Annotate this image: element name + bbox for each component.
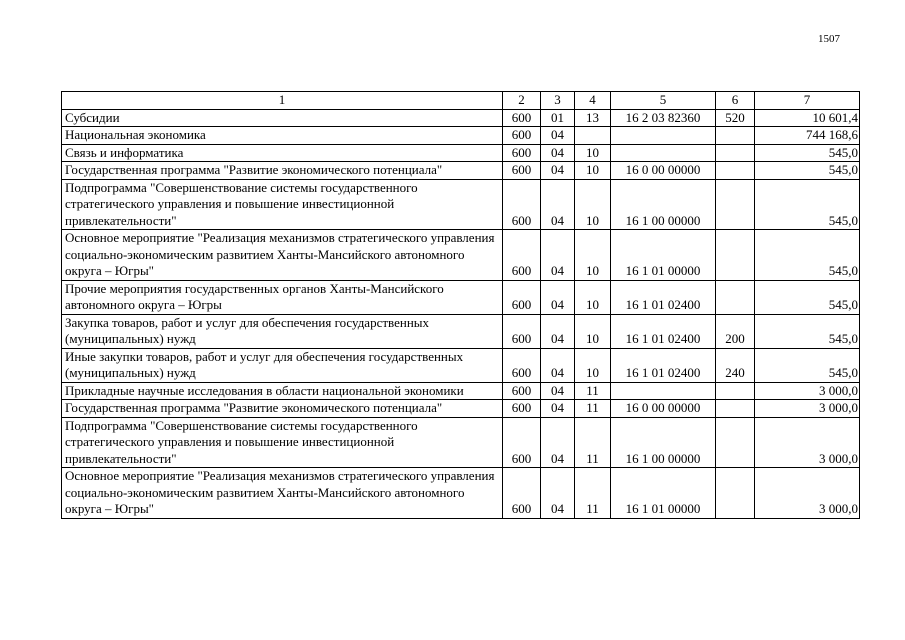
subsection-code-cell: 04 bbox=[541, 348, 575, 382]
table-row bbox=[62, 280, 860, 314]
amount-cell: 3 000,0 bbox=[755, 400, 860, 418]
target-article-cell: 16 1 01 02400 bbox=[611, 314, 716, 348]
budget-table bbox=[61, 91, 860, 519]
amount-cell: 744 168,6 bbox=[755, 127, 860, 145]
target-article-cell: 16 1 01 02400 bbox=[611, 280, 716, 314]
target-article-cell: 16 1 01 00000 bbox=[611, 468, 716, 519]
subsection-code-cell: 04 bbox=[541, 400, 575, 418]
table-row bbox=[62, 348, 860, 382]
amount-cell: 3 000,0 bbox=[755, 382, 860, 400]
amount-cell: 545,0 bbox=[755, 314, 860, 348]
subsection-code-cell: 04 bbox=[541, 417, 575, 468]
subsection2-code-cell: 10 bbox=[575, 280, 611, 314]
page-number: 1507 bbox=[818, 33, 840, 45]
amount-cell: 3 000,0 bbox=[755, 417, 860, 468]
item-name-cell: Связь и информатика bbox=[62, 144, 503, 162]
section-code-cell: 600 bbox=[503, 179, 541, 230]
subsection-code-cell: 04 bbox=[541, 314, 575, 348]
target-article-cell: 16 0 00 00000 bbox=[611, 162, 716, 180]
expense-type-cell bbox=[716, 162, 755, 180]
amount-cell: 10 601,4 bbox=[755, 109, 860, 127]
subsection-code-cell: 04 bbox=[541, 127, 575, 145]
subsection2-code-cell: 10 bbox=[575, 348, 611, 382]
item-name-cell: Государственная программа "Развитие экономического потенциала" bbox=[62, 162, 503, 180]
item-name-cell: Основное мероприятие "Реализация механизмов стратегического управления социально-экономическим развитием Ханты-Мансийского автономного округа – Югры" bbox=[62, 468, 503, 519]
section-code-cell: 600 bbox=[503, 417, 541, 468]
column-header: 7 bbox=[755, 92, 860, 110]
item-name-cell: Основное мероприятие "Реализация механизмов стратегического управления социально-экономическим развитием Ханты-Мансийского автономного округа – Югры" bbox=[62, 230, 503, 281]
expense-type-cell bbox=[716, 417, 755, 468]
expense-type-cell bbox=[716, 179, 755, 230]
amount-cell: 545,0 bbox=[755, 280, 860, 314]
item-name-cell: Прикладные научные исследования в области национальной экономики bbox=[62, 382, 503, 400]
subsection-code-cell: 04 bbox=[541, 179, 575, 230]
amount-cell: 3 000,0 bbox=[755, 468, 860, 519]
column-header: 1 bbox=[62, 92, 503, 110]
expense-type-cell bbox=[716, 127, 755, 145]
table-row bbox=[62, 230, 860, 281]
expense-type-cell bbox=[716, 230, 755, 281]
subsection2-code-cell: 10 bbox=[575, 314, 611, 348]
target-article-cell: 16 1 00 00000 bbox=[611, 417, 716, 468]
table-row bbox=[62, 144, 860, 162]
table-row bbox=[62, 468, 860, 519]
subsection2-code-cell: 10 bbox=[575, 162, 611, 180]
expense-type-cell: 240 bbox=[716, 348, 755, 382]
item-name-cell: Национальная экономика bbox=[62, 127, 503, 145]
table-row bbox=[62, 314, 860, 348]
subsection-code-cell: 04 bbox=[541, 280, 575, 314]
amount-cell: 545,0 bbox=[755, 230, 860, 281]
subsection2-code-cell: 11 bbox=[575, 382, 611, 400]
target-article-cell bbox=[611, 144, 716, 162]
subsection2-code-cell: 13 bbox=[575, 109, 611, 127]
section-code-cell: 600 bbox=[503, 400, 541, 418]
section-code-cell: 600 bbox=[503, 109, 541, 127]
item-name-cell: Подпрограмма "Совершенствование системы государственного стратегического управления и повышение инвестиционной привлекательности" bbox=[62, 179, 503, 230]
table-row bbox=[62, 417, 860, 468]
expense-type-cell bbox=[716, 468, 755, 519]
expense-type-cell bbox=[716, 280, 755, 314]
item-name-cell: Государственная программа "Развитие экономического потенциала" bbox=[62, 400, 503, 418]
column-header: 6 bbox=[716, 92, 755, 110]
amount-cell: 545,0 bbox=[755, 348, 860, 382]
table-row bbox=[62, 162, 860, 180]
item-name-cell: Закупка товаров, работ и услуг для обеспечения государственных (муниципальных) нужд bbox=[62, 314, 503, 348]
column-header: 4 bbox=[575, 92, 611, 110]
column-header: 5 bbox=[611, 92, 716, 110]
section-code-cell: 600 bbox=[503, 144, 541, 162]
table-row bbox=[62, 400, 860, 418]
section-code-cell: 600 bbox=[503, 468, 541, 519]
subsection2-code-cell: 10 bbox=[575, 179, 611, 230]
amount-cell: 545,0 bbox=[755, 179, 860, 230]
expense-type-cell: 520 bbox=[716, 109, 755, 127]
subsection2-code-cell: 10 bbox=[575, 144, 611, 162]
subsection2-code-cell: 11 bbox=[575, 417, 611, 468]
table-row bbox=[62, 382, 860, 400]
item-name-cell: Подпрограмма "Совершенствование системы государственного стратегического управления и повышение инвестиционной привлекательности" bbox=[62, 417, 503, 468]
subsection2-code-cell: 11 bbox=[575, 400, 611, 418]
column-header: 3 bbox=[541, 92, 575, 110]
section-code-cell: 600 bbox=[503, 382, 541, 400]
expense-type-cell bbox=[716, 382, 755, 400]
expense-type-cell: 200 bbox=[716, 314, 755, 348]
subsection-code-cell: 04 bbox=[541, 382, 575, 400]
amount-cell: 545,0 bbox=[755, 162, 860, 180]
table-row bbox=[62, 127, 860, 145]
subsection-code-cell: 04 bbox=[541, 468, 575, 519]
section-code-cell: 600 bbox=[503, 230, 541, 281]
expense-type-cell bbox=[716, 144, 755, 162]
section-code-cell: 600 bbox=[503, 127, 541, 145]
subsection-code-cell: 01 bbox=[541, 109, 575, 127]
item-name-cell: Прочие мероприятия государственных органов Ханты-Мансийского автономного округа – Югры bbox=[62, 280, 503, 314]
target-article-cell bbox=[611, 382, 716, 400]
section-code-cell: 600 bbox=[503, 280, 541, 314]
subsection2-code-cell: 10 bbox=[575, 230, 611, 281]
table-row bbox=[62, 179, 860, 230]
table-row bbox=[62, 109, 860, 127]
item-name-cell: Иные закупки товаров, работ и услуг для обеспечения государственных (муниципальных) нужд bbox=[62, 348, 503, 382]
subsection-code-cell: 04 bbox=[541, 162, 575, 180]
amount-cell: 545,0 bbox=[755, 144, 860, 162]
item-name-cell: Субсидии bbox=[62, 109, 503, 127]
target-article-cell: 16 1 00 00000 bbox=[611, 179, 716, 230]
expense-type-cell bbox=[716, 400, 755, 418]
target-article-cell bbox=[611, 127, 716, 145]
header-row bbox=[62, 92, 860, 110]
target-article-cell: 16 1 01 00000 bbox=[611, 230, 716, 281]
target-article-cell: 16 1 01 02400 bbox=[611, 348, 716, 382]
subsection2-code-cell bbox=[575, 127, 611, 145]
column-header: 2 bbox=[503, 92, 541, 110]
subsection2-code-cell: 11 bbox=[575, 468, 611, 519]
section-code-cell: 600 bbox=[503, 348, 541, 382]
section-code-cell: 600 bbox=[503, 314, 541, 348]
section-code-cell: 600 bbox=[503, 162, 541, 180]
target-article-cell: 16 2 03 82360 bbox=[611, 109, 716, 127]
subsection-code-cell: 04 bbox=[541, 144, 575, 162]
subsection-code-cell: 04 bbox=[541, 230, 575, 281]
target-article-cell: 16 0 00 00000 bbox=[611, 400, 716, 418]
